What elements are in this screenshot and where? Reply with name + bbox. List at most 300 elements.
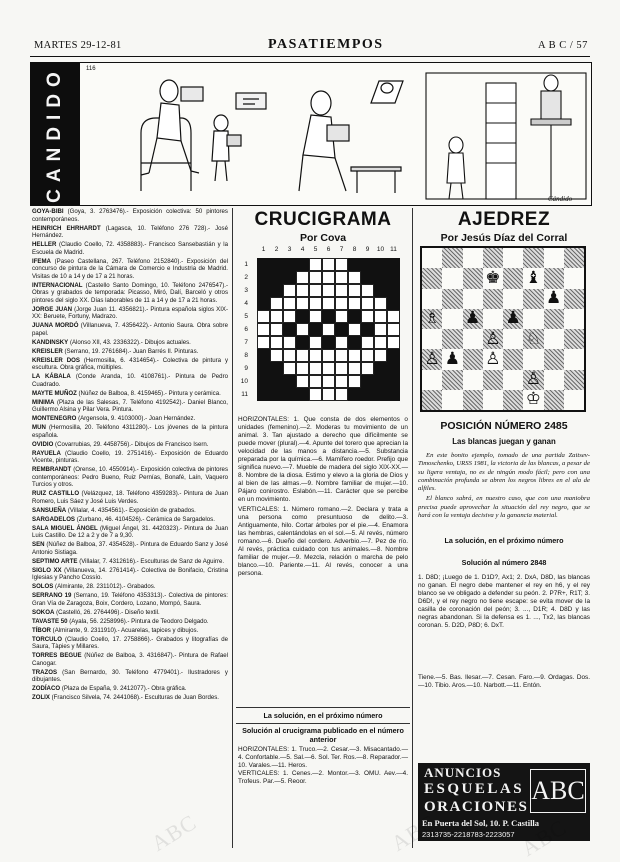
crossword-prev-verticales: VERTICALES: 1. Cenes.—2. Montor.—3. OMU. Aev.—4. Trofeus. Par.—5. Reoor.	[238, 770, 408, 785]
crossword-cell	[348, 362, 361, 375]
chess-commentary	[418, 452, 590, 522]
crossword-black-cell	[361, 375, 374, 388]
crossword-black-cell	[270, 388, 283, 401]
chess-square	[564, 329, 584, 349]
chess-square	[422, 248, 442, 268]
crossword-cell	[348, 323, 361, 336]
crossword-row-number: 6	[244, 326, 248, 333]
crossword-column-number: 11	[390, 246, 397, 253]
chess-author: Por Jesús Díaz del Corral	[440, 232, 568, 244]
gallery-listing	[32, 208, 228, 223]
crossword-row-number: 11	[241, 391, 248, 398]
crossword-black-cell	[257, 349, 270, 362]
crossword-horizontales: HORIZONTALES: 1. Que consta de dos elementos o unidades (femenino).—2. Moderas tu movimiento de un animal. 3. Tan ajustado a derecho que difícilmente se puede mover (plural).—4. Apunte del torero que aprecian la velocidad de las manos a distancia.—5. Substancia preparada por la química.—6. Mamífero roedor. Prefijo que significa nuevo.—7. Mueble de madera del siglo XIX-XX.—8. Nombre de la diosa. Estimo y elevo a la gloria de Dios y al bien de las almas.—9. Nombre familiar de mujer.—10. Pájaro conirostro. Eslabón.—11. Carácter que se percibe en un movimiento.	[238, 416, 408, 503]
crossword-black-cell	[283, 375, 296, 388]
crossword-prev-tail	[418, 674, 590, 690]
abc-watermark: ABC	[146, 809, 201, 856]
gallery-listing	[32, 541, 228, 556]
crossword-black-cell	[374, 375, 387, 388]
gallery-name: HEINRICH EHRHARDT	[32, 224, 101, 232]
gallery-details: (Claudio Coello, 19. 2751416).- Exposición de Eduardo Vicente, pinturas.	[32, 449, 228, 464]
gallery-listing	[32, 241, 228, 256]
gallery-listing	[32, 567, 228, 582]
gallery-name: SEN	[32, 541, 45, 548]
chess-solution-heading: Solución al número 2848	[461, 558, 547, 567]
chess-piece-square: ♟	[503, 309, 523, 329]
gallery-details: (Villalar, 4. 4354561).- Exposición de grabados.	[67, 506, 196, 514]
gallery-details: (Ayala, 56. 2258996).- Pintura de Teodoro Delgado.	[69, 617, 209, 625]
column-rule	[232, 208, 233, 848]
chess-square	[483, 248, 503, 268]
crossword-cell	[296, 297, 309, 310]
gallery-listing	[32, 685, 228, 693]
gallery-listing	[32, 450, 228, 465]
chess-square	[442, 390, 462, 410]
crossword-cell	[283, 349, 296, 362]
chess-board	[420, 246, 586, 412]
abc-watermark: ABC	[386, 809, 441, 856]
gallery-listing	[32, 618, 228, 626]
gallery-name: SEPTIMO ARTE	[32, 557, 78, 565]
gallery-listing	[32, 339, 228, 347]
chess-square	[544, 309, 564, 329]
crossword-cell	[335, 297, 348, 310]
crossword-column-numbers	[252, 246, 407, 256]
chess-square	[463, 390, 483, 410]
chess-solution-text: 1. D8D; ¡Luego de 1. D1D?, Ax1; 2. DxA, D8D, las blancas no ganan. El negro debe mantener el rey en h6, y el rey blanco se ve obligado a defender su peón. 2. P7R+, R1T; 3. D6D!, y el rey negro no tiene escape: se evita mover de la casilla de coronación del peón; 3. ..., D1R; 4. D8D y las negras abandonan. Si la defensa es 1. ..., Tx2, las blancas coronan. 5. D2D, P8D; 6. DxT.	[418, 574, 590, 629]
crossword-cell	[335, 362, 348, 375]
chess-piece-square: ♙	[523, 370, 543, 390]
abc-logo: ABC	[530, 769, 586, 813]
chess-piece-square: ♟	[463, 309, 483, 329]
chess-square	[544, 349, 564, 369]
crossword-cell	[309, 271, 322, 284]
chess-title: AJEDREZ	[457, 209, 551, 230]
crossword-cell	[257, 310, 270, 323]
gallery-listing	[32, 507, 228, 515]
crossword-cell	[296, 284, 309, 297]
crossword-cell	[374, 310, 387, 323]
crossword-cell	[348, 375, 361, 388]
chess-square	[483, 289, 503, 309]
crossword-black-cell	[348, 336, 361, 349]
chess-prompt: Las blancas juegan y ganan	[452, 437, 556, 446]
gallery-name: RAYUELA	[32, 449, 61, 457]
crossword-black-cell	[361, 271, 374, 284]
gallery-name: SALA MIGUEL ÁNGEL	[32, 524, 98, 532]
crossword-cell	[335, 388, 348, 401]
crossword-prev-horizontales: HORIZONTALES: 1. Truco.—2. Cesar.—3. Misacantado.—4. Confortable.—5. Sal.—6. Sol. Ter. Ros.—8. Reparador.—10. Varales.—11. Heros.	[238, 746, 408, 769]
crossword-black-cell	[270, 271, 283, 284]
gallery-name: GOYA-BIBI	[32, 208, 64, 215]
gallery-details: (Plaza de las Salesas, 7. Teléfono 4192542).- Daniel Blanco, Guillermo Alsina y Pilar Vera. Pintura.	[32, 398, 228, 413]
crossword-black-cell	[283, 323, 296, 336]
gallery-details: (Hermosilla, 6. 4314654).- Colectiva de pintura y escultura. Obra gráfica, múltiples.	[32, 356, 228, 371]
chess-piece-square: ♗	[422, 309, 442, 329]
chess-square	[483, 390, 503, 410]
chess-square	[422, 289, 442, 309]
candido-label-text: CANDIDO	[44, 65, 66, 203]
crossword-cell	[296, 362, 309, 375]
crossword-row-number: 4	[244, 300, 248, 307]
crossword-black-cell	[387, 271, 400, 284]
chess-square	[463, 370, 483, 390]
crossword-black-cell	[348, 310, 361, 323]
chess-commentary-paragraph: El blanco sabrá, en nuestro caso, que con una maniobra precisa puede aprovechar la situación del rey negro, que se hará con la ventaja decisiva y la ganancia material.	[418, 495, 590, 520]
chess-square	[564, 309, 584, 329]
page-number: A B C / 57	[538, 40, 588, 51]
crossword-cell	[309, 258, 322, 271]
crossword-cell	[361, 349, 374, 362]
crossword-black-cell	[322, 336, 335, 349]
chess-piece-square: ♟	[442, 349, 462, 369]
crossword-cell	[348, 349, 361, 362]
chess-piece-square: ♙	[422, 349, 442, 369]
crossword-cell	[309, 362, 322, 375]
crossword-cell	[322, 297, 335, 310]
gallery-details: (Núñez de Balboa, 37. 4354528).- Pintura de Eduardo Sanz y José Antonio Sistiaga.	[32, 541, 228, 556]
gallery-details: (Castelló, 26. 2764496).- Diseño textil.	[56, 608, 160, 616]
crossword-cell	[361, 362, 374, 375]
crossword-black-cell	[283, 388, 296, 401]
gallery-details: (Claudio Coello, 17. 2758866).- Grabados y litografías de Saura, Tàpies y Millares.	[32, 635, 228, 650]
crossword-black-cell	[387, 388, 400, 401]
gallery-name: INTERNACIONAL	[32, 281, 83, 289]
crossword-cell	[335, 310, 348, 323]
ad-line-anuncios: ANUNCIOS	[424, 765, 502, 780]
gallery-details: (Villanueva, 14. 2761414).- Colectiva de Bonifacio, Cristina Iglesias y Pancho Cossío.	[32, 566, 228, 581]
crossword-black-cell	[348, 258, 361, 271]
gallery-name: TÍBOR	[32, 626, 51, 634]
chess-square	[442, 370, 462, 390]
crossword-black-cell	[387, 258, 400, 271]
cartoon-signature: Cándido	[548, 195, 573, 203]
gallery-details: (Serrano, 19. 2761684).- Juan Barrés II. Pinturas.	[64, 347, 199, 355]
chess-solution	[418, 574, 590, 630]
crossword-cell	[270, 323, 283, 336]
gallery-listing	[32, 636, 228, 651]
crossword-cell	[270, 336, 283, 349]
crossword-cell	[361, 310, 374, 323]
gallery-name: TORCULO	[32, 635, 63, 643]
column-rule	[412, 208, 413, 848]
chess-square	[442, 289, 462, 309]
cartoon-drawing	[31, 63, 593, 207]
crossword-cell	[348, 271, 361, 284]
chess-square	[564, 390, 584, 410]
crossword-column-number: 1	[261, 246, 266, 253]
gallery-name: JUANA MORDÓ	[32, 322, 79, 329]
gallery-name: SOLOS	[32, 583, 54, 590]
gallery-name: SARGADELOS	[32, 515, 75, 523]
gallery-name: IFEMA	[32, 257, 51, 265]
chess-square	[422, 370, 442, 390]
gallery-listing	[32, 516, 228, 524]
crossword-cell	[283, 284, 296, 297]
crossword-black-cell	[361, 388, 374, 401]
gallery-listing	[32, 225, 228, 240]
crossword-cell	[309, 336, 322, 349]
chess-square	[463, 289, 483, 309]
gallery-details: (Covarrubias, 29. 4458756).- Dibujos de Francisco Isern.	[55, 440, 209, 448]
gallery-name: MINIMA	[32, 398, 55, 406]
gallery-details: (Plaza de España, 9. 2412077).- Obra gráfica.	[61, 685, 187, 692]
chess-commentary-paragraph: En este bonito ejemplo, tomado de una partida Zaitsev-Timoschenko, URSS 1981, la victoria de las blancas, a pesar de su ligera ventaja, no es de ningún modo fácil; pero con una combinación profunda se abren los negros libres en el ala de alfiles.	[418, 452, 590, 493]
crossword-black-cell	[270, 258, 283, 271]
gallery-details: (Núñez de Balboa, 8. 4159465).- Pintura y cerámica.	[78, 389, 221, 397]
gallery-details: (Villalar, 7. 4312616).- Esculturas de Sanz de Aguirre.	[79, 557, 225, 565]
crossword-column-number: 7	[339, 246, 344, 253]
crossword-row-number: 10	[240, 378, 248, 385]
crossword-verticales: VERTICALES: 1. Número romano.—2. Declara y trata a una persona como presuntuoso de delito.—3. Antiguamente, hilo. Cortar árboles por el pie.—4. Enamora las hembras, calentándolas en el sol.—5. Al revés, número romano.—6. Dueño del cordero. Adverbio.—7. Pez de río. Al revés, práctica cuidado con tus animales.—8. Nombre familiar de mujer.—9. Mezcla, relación o marcha de pelo blanco.—10. Pariente.—11. Al revés, conocer a una persona.	[238, 506, 408, 577]
gallery-listing	[32, 306, 228, 321]
chess-square	[544, 370, 564, 390]
crossword-prev-tail-text: Tiene.—5. Bas. Ilesar.—7. Cesan. Faro.—9. Ordagas. Dos.—10. Tibio. Aros.—10. Narbott.—11. Entón.	[418, 674, 590, 689]
crossword-column-number: 4	[300, 246, 305, 253]
crossword-column-number: 8	[352, 246, 357, 253]
crossword-black-cell	[309, 323, 322, 336]
gallery-name: SOKOA	[32, 608, 55, 616]
gallery-details: (Goya, 3. 2763476).- Exposición colectiva: 50 pintores contemporáneos.	[32, 208, 228, 223]
crossword-cell	[335, 375, 348, 388]
crossword-black-cell	[348, 388, 361, 401]
gallery-name: KREISLER DOS	[32, 356, 80, 364]
crossword-cell	[322, 258, 335, 271]
crossword-cell	[283, 297, 296, 310]
gallery-name: KANDINSKY	[32, 338, 69, 346]
crossword-author: Por Cova	[299, 232, 347, 244]
crossword-clues	[238, 416, 408, 580]
chess-square	[544, 248, 564, 268]
crossword-cell	[335, 336, 348, 349]
crossword-cell	[374, 336, 387, 349]
crossword-cell	[309, 388, 322, 401]
gallery-details: (Orense, 10. 4550914).- Exposición colectiva de pintores contemporáneos: Pedro Bueno, Ruiz Pernías, Bonafé, Laín, Vaquero Turcios y otros.	[32, 466, 228, 488]
crossword-cell	[361, 297, 374, 310]
chess-square	[463, 329, 483, 349]
gallery-listing	[32, 583, 228, 591]
gallery-details: (Hermosilla, 20. Teléfono 4311280).- Los jóvenes de la pintura española.	[32, 424, 228, 439]
crossword-cell	[270, 297, 283, 310]
crossword-black-cell	[374, 284, 387, 297]
gallery-details: (Villanueva, 7. 4356422).- Antonio Saura. Obra sobre papel.	[32, 322, 228, 337]
chess-square	[523, 309, 543, 329]
chess-square	[422, 268, 442, 288]
crossword-black-cell	[374, 271, 387, 284]
gallery-details: (Lagasca, 10. Teléfono 276 728).- José Hernández.	[32, 224, 228, 239]
crossword-black-cell	[322, 310, 335, 323]
crossword-black-cell	[296, 258, 309, 271]
crossword-cell	[270, 349, 283, 362]
crossword-cell	[335, 284, 348, 297]
gallery-details: (Serrano, 19. Teléfono 4353313).- Colectiva de pintores: Gran Vía de Zaragoza, Boix, Cordero, Lozano, Mompó, Saura.	[32, 592, 228, 607]
crossword-cell	[374, 323, 387, 336]
abc-watermark: ABC	[516, 814, 571, 861]
gallery-name: MONTENEGRO	[32, 415, 77, 422]
gallery-name: MUN	[32, 424, 46, 431]
chess-square	[503, 268, 523, 288]
gallery-details: (Castello Santo Domingo, 10. Teléfono 2476547).- Obras y grabados de temporada: Picasso, Miró, Dalí, Barceló y otros pintores del siglo XX. Días laborables de 11 a 14 y de 17 a 21 horas.	[32, 281, 228, 304]
crossword-black-cell	[296, 336, 309, 349]
chess-piece-square: ♙	[483, 329, 503, 349]
crossword-column-number: 6	[326, 246, 331, 253]
header-rule	[30, 56, 590, 57]
crossword-cell	[374, 297, 387, 310]
gallery-name: TAVASTE 50	[32, 617, 68, 625]
chess-square	[564, 268, 584, 288]
crossword-cell	[374, 349, 387, 362]
gallery-details: (Jorge Juan 11. 4356821).- Pintura española siglos XIX-XX: Beruete, Fortuny, Madrazo.	[32, 305, 228, 320]
crossword-black-cell	[283, 271, 296, 284]
gallery-name: REMBRANDT	[32, 466, 72, 473]
crossword-black-cell	[374, 362, 387, 375]
chess-piece-square: ♟	[544, 289, 564, 309]
chess-piece-square: ♚	[483, 268, 503, 288]
chess-square	[503, 248, 523, 268]
crossword-cell	[283, 310, 296, 323]
crossword-black-cell	[270, 362, 283, 375]
crossword-cell	[335, 349, 348, 362]
crossword-row-numbers	[236, 258, 250, 418]
chess-solution-next: La solución, en el próximo número	[444, 536, 564, 545]
crossword-column-number: 10	[376, 246, 385, 253]
crossword-black-cell	[374, 258, 387, 271]
gallery-listing	[32, 627, 228, 635]
crossword-black-cell	[387, 362, 400, 375]
crossword-cell	[322, 388, 335, 401]
crossword-row-number: 7	[244, 339, 248, 346]
crossword-black-cell	[387, 297, 400, 310]
gallery-name: RUIZ CASTILLO	[32, 490, 80, 497]
crossword-cell	[296, 349, 309, 362]
crossword-cell	[335, 271, 348, 284]
gallery-name: ZODÍACO	[32, 685, 61, 692]
gallery-details: (San Bernardo, 30. Teléfono 4779401).- Ilustradores y dibujantes.	[32, 668, 228, 683]
crossword-prev-solution	[238, 746, 408, 786]
crossword-cell	[309, 310, 322, 323]
crossword-cell	[309, 297, 322, 310]
gallery-listing	[32, 609, 228, 617]
crossword-black-cell	[257, 271, 270, 284]
gallery-details: (Argensola, 9. 4103000).- Joan Hernández.	[78, 415, 196, 422]
chess-square	[523, 349, 543, 369]
chess-square	[523, 248, 543, 268]
crossword-black-cell	[257, 362, 270, 375]
crossword-black-cell	[361, 323, 374, 336]
cartoon-number: 116	[86, 66, 96, 72]
crossword-cell	[387, 336, 400, 349]
gallery-name: LA KÁBALA	[32, 373, 71, 380]
crossword-cell	[257, 336, 270, 349]
crossword-column-number: 5	[313, 246, 318, 253]
chess-square	[564, 289, 584, 309]
crossword-cell	[322, 271, 335, 284]
crossword-black-cell	[296, 388, 309, 401]
chess-square	[442, 309, 462, 329]
crossword-black-cell	[257, 297, 270, 310]
gallery-listing	[32, 592, 228, 607]
chess-piece-square: ♘	[523, 329, 543, 349]
gallery-listing	[32, 415, 228, 423]
gallery-details: (Francisco Silvela, 74. 2441068).- Esculturas de Juan Bordes.	[51, 694, 219, 701]
gallery-details: (Claudio Coello, 72. 4358883).- Francisco Sansebastián y la Escuela de Madrid.	[32, 241, 228, 256]
crossword-prev-heading: Solución al crucigrama publicado en el número anterior	[242, 726, 404, 744]
gallery-details: (Conde Aranda, 10. 4108761).- Pintura de Pedro Cuadrado.	[32, 373, 228, 388]
chess-square	[503, 370, 523, 390]
crossword-cell	[296, 375, 309, 388]
gallery-listings	[32, 208, 228, 844]
gallery-listing	[32, 558, 228, 566]
chess-piece-square: ♔	[523, 390, 543, 410]
crossword-cell	[348, 297, 361, 310]
ad-line-esquelas: ESQUELAS	[424, 781, 525, 797]
crossword-row-number: 9	[244, 365, 248, 372]
gallery-listing	[32, 490, 228, 505]
section-title: PASATIEMPOS	[268, 37, 384, 52]
gallery-listing	[32, 258, 228, 281]
crossword-black-cell	[257, 258, 270, 271]
crossword-column-number: 2	[274, 246, 279, 253]
ad-address: En Puerta del Sol, 10. P. Castilla	[422, 818, 540, 828]
gallery-details: (Núñez de Balboa, 3. 4316847).- Pintura de Rafael Canogar.	[32, 652, 228, 667]
chess-position-number: POSICIÓN NÚMERO 2485	[440, 420, 568, 432]
chess-square	[422, 390, 442, 410]
crossword-cell	[309, 284, 322, 297]
chess-square	[483, 370, 503, 390]
crossword-cell	[283, 362, 296, 375]
crossword-black-cell	[270, 375, 283, 388]
chess-square	[564, 248, 584, 268]
gallery-listing	[32, 466, 228, 489]
crossword-row-number: 1	[244, 261, 248, 268]
gallery-details: (Paseo Castellana, 267. Teléfono 2152840).- Exposición del concurso de pintura de la Cámara de Comercio e Industria de Madrid. Visitas de 10 a 14 y de 17 a 21 horas.	[32, 257, 228, 280]
crossword-title: CRUCIGRAMA	[254, 209, 392, 230]
gallery-listing	[32, 669, 228, 684]
crossword-grid	[257, 258, 400, 401]
crossword-black-cell	[387, 349, 400, 362]
chess-square	[442, 248, 462, 268]
header-date: MARTES 29-12-81	[34, 40, 122, 51]
crossword-black-cell	[361, 258, 374, 271]
crossword-cell	[387, 310, 400, 323]
crossword-row-number: 5	[244, 313, 248, 320]
gallery-listing	[32, 282, 228, 305]
gallery-listing	[32, 424, 228, 439]
gallery-listing	[32, 441, 228, 449]
crossword-black-cell	[374, 388, 387, 401]
crossword-cell	[270, 310, 283, 323]
chess-square	[564, 349, 584, 369]
crossword-cell	[361, 284, 374, 297]
chess-square	[442, 268, 462, 288]
chess-square	[503, 329, 523, 349]
crossword-black-cell	[257, 284, 270, 297]
crossword-cell	[296, 323, 309, 336]
gallery-name: MAYTE MUÑOZ	[32, 389, 77, 397]
gallery-details: (Velázquez, 18. Teléfono 4359283).- Pintura de Juan Romero, Luis Sáez y José Luis Verdes.	[32, 490, 228, 505]
chess-square	[564, 370, 584, 390]
gallery-details: (Miguel Ángel, 31. 4420323).- Pintura de Juan Luis Castillo. De 12 a 2 y de 7 a 9,30.	[32, 524, 228, 539]
crossword-black-cell	[270, 284, 283, 297]
crossword-black-cell	[257, 375, 270, 388]
crossword-cell	[322, 323, 335, 336]
gallery-listing	[32, 694, 228, 702]
crossword-cell	[361, 336, 374, 349]
gallery-listing	[32, 348, 228, 356]
gallery-name: JORGE JUAN	[32, 305, 72, 313]
crossword-row-number: 2	[244, 274, 248, 281]
crossword-cell	[335, 258, 348, 271]
